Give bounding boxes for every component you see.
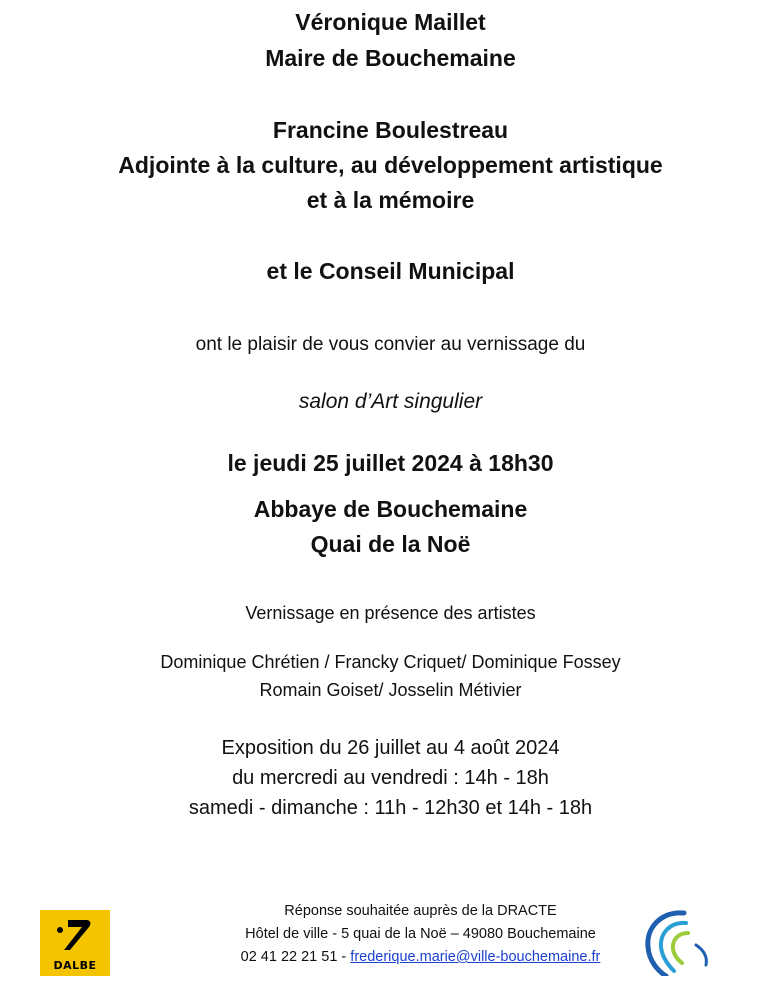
deputy-title-line1: Adjointe à la culture, au développement artistique	[118, 152, 663, 178]
schedule-line3: samedi - dimanche : 11h - 12h30 et 14h - 18h	[188, 797, 593, 819]
deputy-title-line2: et à la mémoire	[306, 187, 475, 213]
artists-line2: Romain Goiset/ Josselin Métivier	[259, 680, 522, 700]
artists-line1: Dominique Chrétien / Francky Criquet/ Dominique Fossey	[160, 652, 621, 672]
deputy-name: Francine Boulestreau	[272, 117, 509, 143]
footer-phone: 02 41 22 21 51 -	[240, 949, 351, 965]
event-name: salon d’Art singulier	[298, 390, 483, 413]
footer-email-link[interactable]: frederique.marie@ville-bouchemaine.fr	[350, 949, 601, 965]
footer-rsvp: Réponse souhaitée auprès de la DRACTE	[284, 903, 557, 919]
council-line: et le Conseil Municipal	[266, 258, 515, 284]
town-swirl-icon	[636, 905, 722, 976]
dalbe-logo-icon	[40, 910, 110, 960]
schedule-line2: du mercredi au vendredi : 14h - 18h	[232, 767, 549, 789]
venue-address: Quai de la Noë	[310, 531, 471, 557]
mayor-name: Véronique Maillet	[295, 9, 486, 35]
invitation-intro: ont le plaisir de vous convier au vernissage du	[195, 334, 586, 355]
artists-heading: Vernissage en présence des artistes	[245, 603, 536, 623]
dalbe-logo	[40, 910, 110, 976]
venue-name: Abbaye de Bouchemaine	[253, 496, 528, 522]
footer-address: Hôtel de ville - 5 quai de la Noë – 49080 Bouchemaine	[245, 926, 596, 942]
town-logo	[636, 905, 722, 976]
event-date-time: le jeudi 25 juillet 2024 à 18h30	[227, 450, 554, 476]
mayor-title: Maire de Bouchemaine	[265, 45, 516, 71]
dalbe-logo-text: DALBE	[53, 959, 97, 972]
schedule-line1: Exposition du 26 juillet au 4 août 2024	[221, 737, 560, 759]
